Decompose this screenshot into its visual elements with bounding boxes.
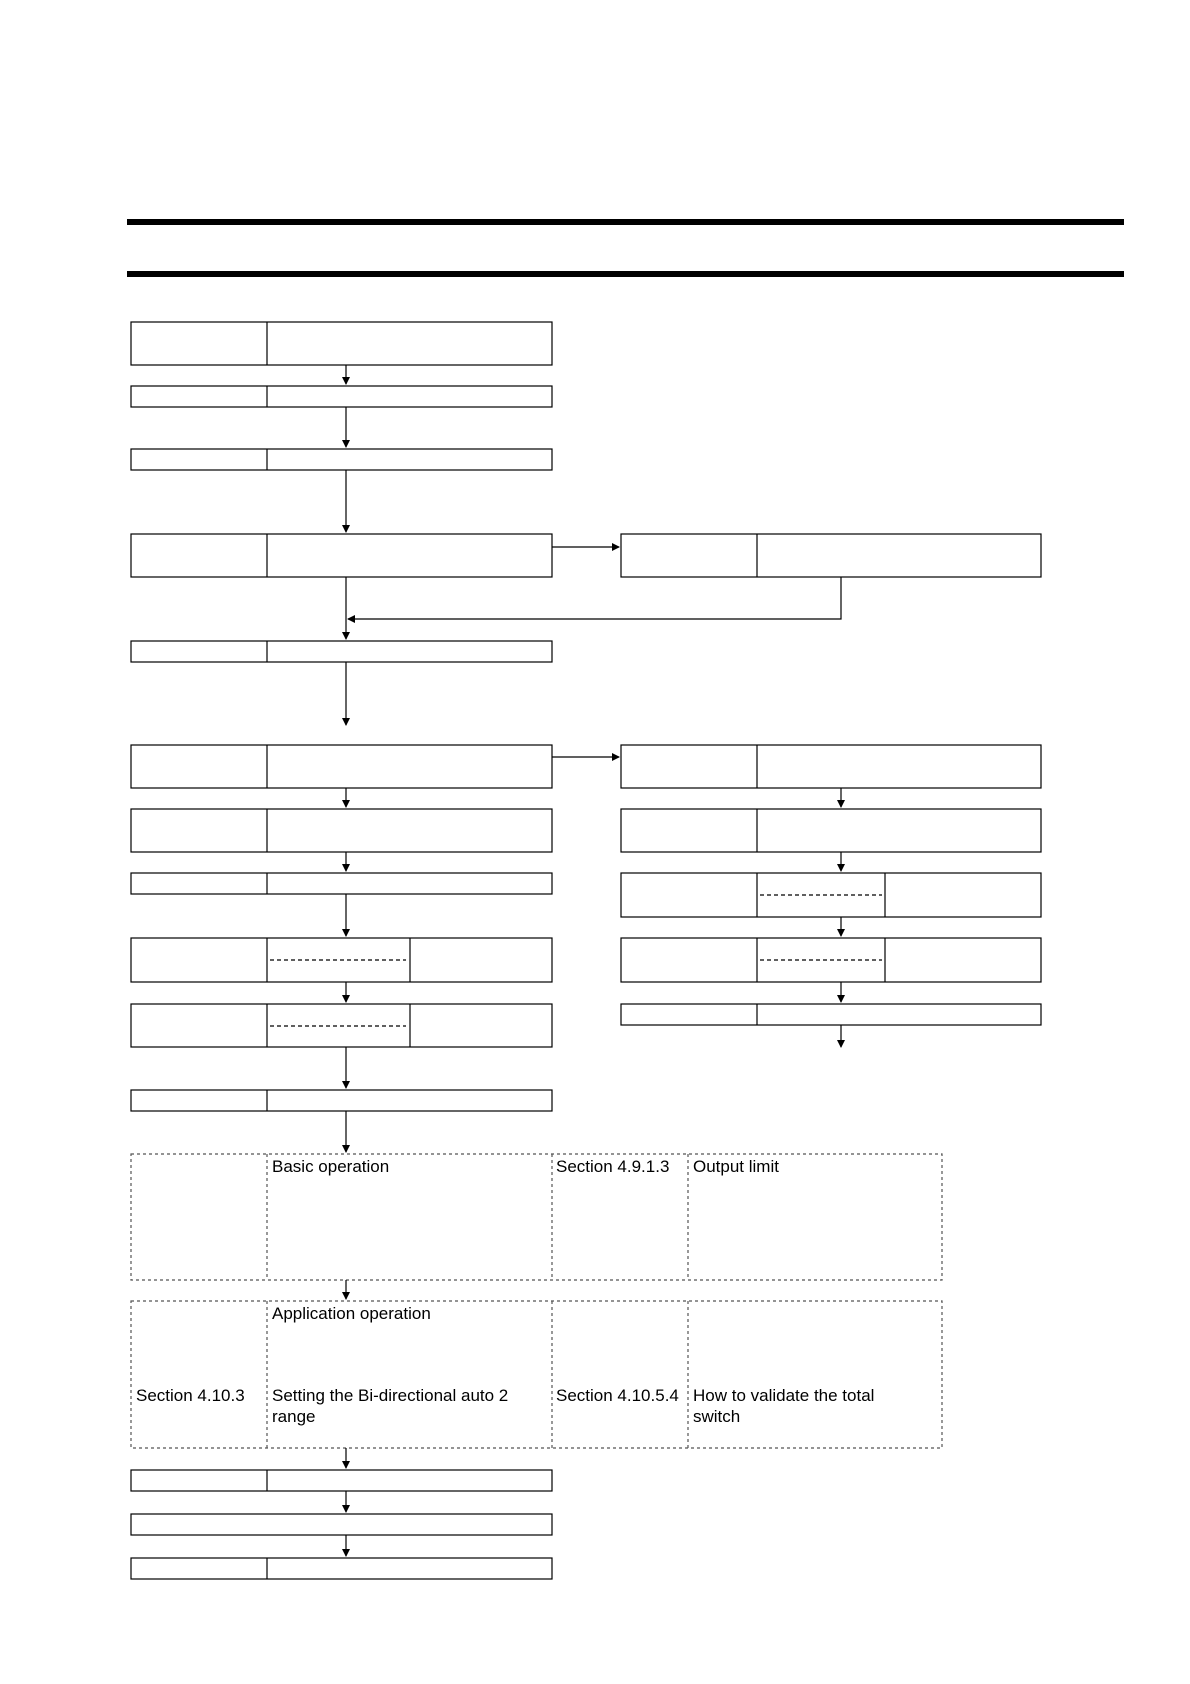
left-box-6 <box>131 745 552 788</box>
application-operation-title: Application operation <box>272 1304 431 1323</box>
right-box-6 <box>621 1004 1041 1025</box>
application-section-ref-b: Section 4.10.5.4 <box>556 1386 679 1405</box>
right-box-1 <box>621 534 1041 577</box>
left-box-1 <box>131 322 552 365</box>
left-box-5 <box>131 641 552 662</box>
right-box-4 <box>621 873 1041 917</box>
header-rule-top <box>127 219 1124 225</box>
basic-section-title: Output limit <box>693 1157 779 1176</box>
right-box-3 <box>621 809 1041 852</box>
left-box-4 <box>131 534 552 577</box>
left-box-12 <box>131 1470 552 1491</box>
connectors <box>346 365 841 1556</box>
application-section-title-b: How to validate the total switch <box>693 1386 880 1426</box>
left-box-13 <box>131 1514 552 1535</box>
right-box-5 <box>621 938 1041 982</box>
left-box-14 <box>131 1558 552 1579</box>
basic-operation-title: Basic operation <box>272 1157 390 1176</box>
left-box-10 <box>131 1004 552 1047</box>
application-section-title-a: Setting the Bi-directional auto 2 range <box>272 1386 513 1426</box>
left-box-8 <box>131 873 552 894</box>
application-section-ref-a: Section 4.10.3 <box>136 1386 245 1405</box>
left-box-3 <box>131 449 552 470</box>
left-box-9 <box>131 938 552 982</box>
header-rule-bottom <box>127 271 1124 277</box>
left-box-2 <box>131 386 552 407</box>
right-box-2 <box>621 745 1041 788</box>
left-box-11 <box>131 1090 552 1111</box>
basic-section-ref: Section 4.9.1.3 <box>556 1157 670 1176</box>
left-box-7 <box>131 809 552 852</box>
